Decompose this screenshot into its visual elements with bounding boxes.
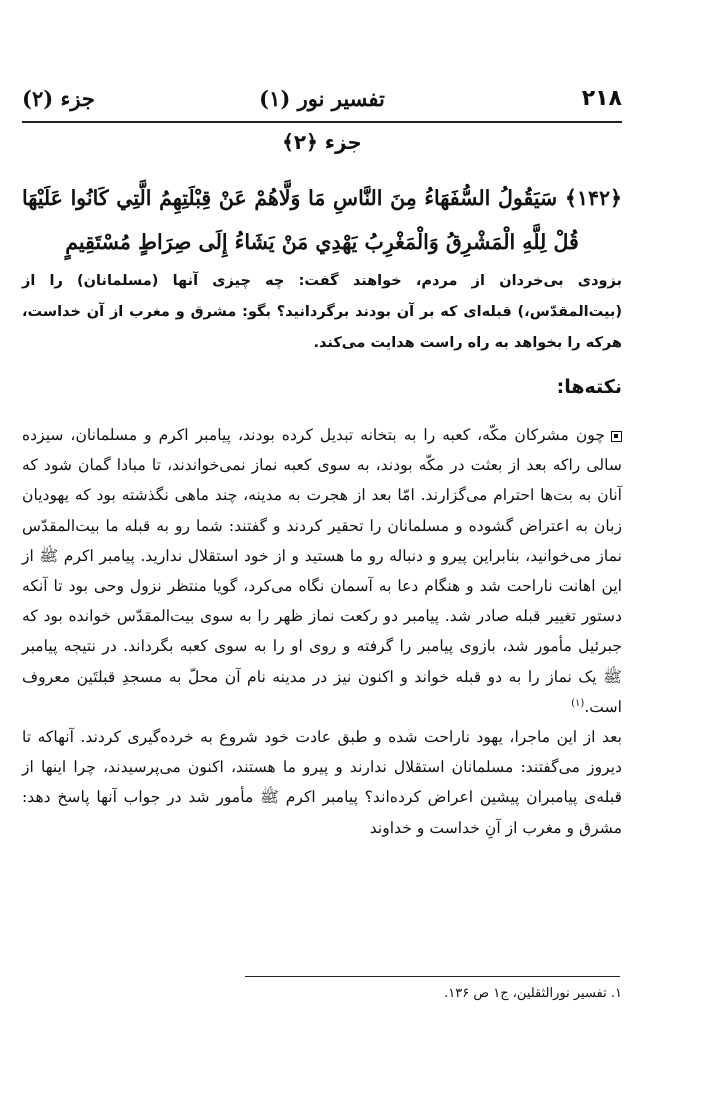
section-title: جزء ﴿۲﴾ — [282, 130, 362, 154]
page-header — [22, 86, 622, 120]
commentary-paragraph-1 — [22, 420, 622, 722]
footnote-marker: (۱) — [571, 697, 585, 709]
paragraph-1-text: چون مشرکان مکّه، کعبه را به بتخانه تبدیل کرده بودند، پیامبر اکرم و مسلمانان، سیزده سالی راکه بعد از بعثت در مکّه بودند، به سوی کعبه نماز نمی‌خواندند، تا مبادا گمان شود که آنان به بت‌ها احترام می‌گزارند. امّا بعد از هجرت به مدینه، چند ماهی نگذشته بود که یهودیان زبان به اعتراض گشوده و مسلمانان را تحقیر کردند و گفتند: شما رو به قبله ما بیت‌المقدّس نماز می‌خوانید، بنابراین پیرو و دنباله رو ما هستید و از خود استقلال ندارید. پیامبر اکرم ﷺ از این اهانت ناراحت شد و هنگام دعا به آسمان نگاه می‌کرد، گویا منتظر نزول وحی بود تا آنکه دستور تغییر قبله صادر شد. پیامبر دو رکعت نماز ظهر را به سوی بیت‌المقدّس خوانده بود که جبرئیل مأمور شد، بازوی پیامبر را گرفته و روی او را به سوی کعبه بگرداند. در نتیجه پیامبر ﷺ یک نماز را به دو قبله خواند و اکنون نیز در مدینه نام آن محلّ به مسجدِ قبلتَین معروف است. — [22, 426, 622, 716]
footnote: ۱. تفسیر نورالثقلین، ج۱ ص ۱۳۶. — [444, 986, 622, 1001]
verse-line-1: ﴿۱۴۲﴾ سَيَقُولُ السُّفَهَاءُ مِنَ النَّاسِ مَا وَلَّاهُمْ عَنْ قِبْلَتِهِمُ الَّتِي كَانُوا عَلَيْهَا — [22, 186, 622, 210]
verse-line-2: قُلْ لِلَّهِ الْمَشْرِقُ وَالْمَغْرِبُ يَهْدِي مَنْ يَشَاءُ إِلَى صِرَاطٍ مُسْتَقِيمٍ — [65, 230, 579, 254]
square-bullet-icon — [611, 431, 622, 442]
commentary-body — [22, 420, 622, 843]
notes-heading: نکته‌ها: — [556, 376, 622, 398]
juz-label: جزء (۲) — [22, 86, 95, 111]
page-number: ۲۱۸ — [581, 86, 622, 111]
footnote-divider — [245, 976, 620, 977]
book-title: تفسیر نور (۱) — [259, 86, 385, 111]
header-divider — [22, 121, 622, 123]
verse-translation: بزودی بی‌خردان از مردم، خواهند گفت: چه چیزی آنها (مسلمانان) را از (بیت‌المقدّس،) قبله‌ای که بر آن بودند برگردانید؟ بگو: مشرق و مغرب از آن خداست، هرکه را بخواهد به راه راست هدایت می‌کند. — [22, 273, 622, 351]
commentary-paragraph-2: بعد از این ماجرا، یهود ناراحت شده و طبق عادت خود شروع به خرده‌گیری کردند. آنهاکه تا دیروز می‌گفتند: مسلمانان استقلال ندارند و پیرو ما هستند، اکنون می‌پرسیدند، چرا اینها از قبله‌ی پیامبران پیشین اعراض کرده‌اند؟ پیامبر اکرم ﷺ مأمور شد در جواب آنها پاسخ دهد: مشرق و مغرب از آنِ خداست و خداوند — [22, 728, 622, 837]
